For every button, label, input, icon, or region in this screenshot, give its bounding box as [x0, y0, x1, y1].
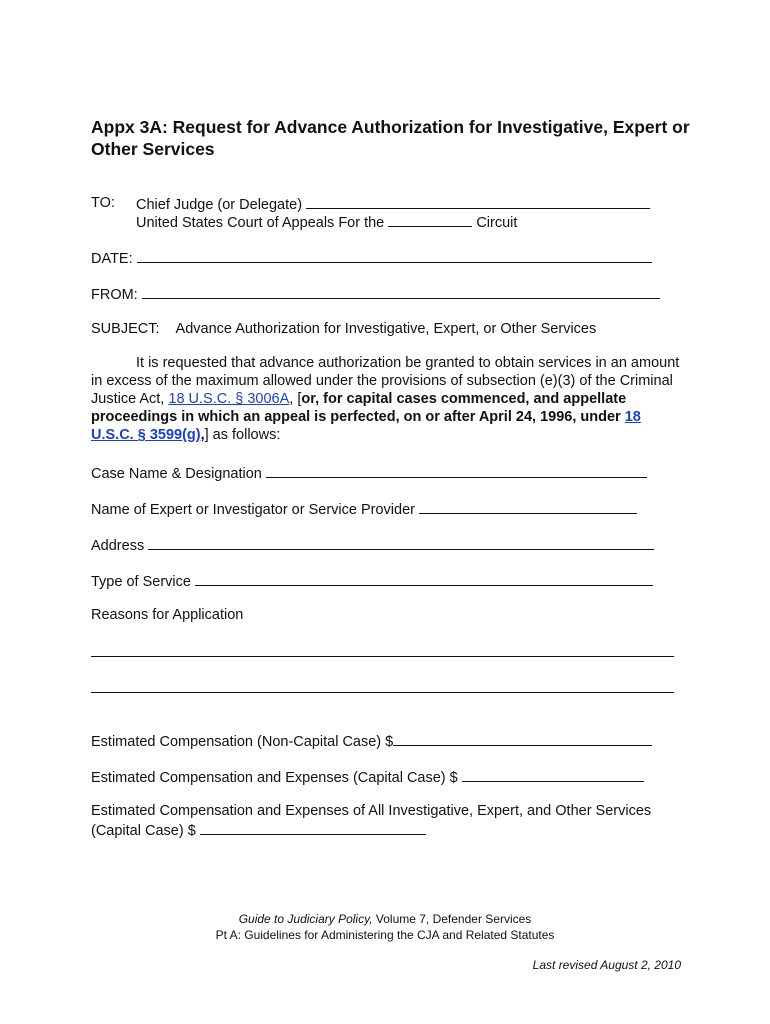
subject-row [91, 320, 596, 338]
circuit-label: Circuit [476, 215, 518, 231]
service-type-blank[interactable] [195, 571, 653, 586]
paragraph-text-3: ] as follows: [204, 427, 281, 443]
from-blank[interactable] [142, 284, 660, 299]
comp-noncapital-label: Estimated Compensation (Non-Capital Case) $ [91, 734, 394, 750]
service-type-row [91, 571, 653, 591]
comp-all-label-2: (Capital Case) $ [91, 823, 196, 839]
comp-all-blank[interactable] [200, 820, 426, 835]
date-blank[interactable] [137, 248, 652, 263]
court-label: United States Court of Appeals For the [136, 215, 385, 231]
guide-volume: Volume 7, Defender Services [372, 912, 532, 926]
guide-title: Guide to Judiciary Policy, [238, 912, 373, 926]
request-paragraph [91, 354, 681, 444]
paragraph-text-1: It is requested that advance authorization be granted to obtain services in an amount in excess of the maximum allowed under the provisions of subsection (e)(3) of the Criminal Justice Act, [91, 355, 680, 407]
comp-all-row-1 [91, 802, 651, 820]
reasons-label: Reasons for Application [91, 607, 244, 623]
chief-judge-label: Chief Judge (or Delegate) [136, 197, 303, 213]
reasons-line-1[interactable] [91, 656, 674, 657]
paragraph-text-2: , [ [289, 391, 302, 407]
comp-all-label-1: Estimated Compensation and Expenses of All Investigative, Expert, and Other Services [91, 803, 652, 819]
date-row [91, 248, 652, 268]
last-revised: Last revised August 2, 2010 [532, 958, 681, 972]
from-row [91, 284, 660, 304]
date-label: DATE: [91, 251, 133, 267]
comp-all-row-2 [91, 820, 426, 840]
circuit-blank[interactable] [388, 212, 472, 227]
subject-text: Advance Authorization for Investigative, Expert, or Other Services [175, 321, 597, 337]
expert-name-blank[interactable] [419, 499, 637, 514]
expert-name-label: Name of Expert or Investigator or Service Provider [91, 502, 415, 518]
comp-capital-blank[interactable] [462, 767, 644, 782]
guide-part: Pt A: Guidelines for Administering the CJA and Related Statutes [215, 928, 555, 942]
case-name-row [91, 463, 647, 483]
citation-link-3599g[interactable]: 18 U.S.C. § 3599(g) [91, 409, 641, 443]
address-row [91, 535, 654, 555]
comp-capital-row [91, 767, 644, 787]
service-type-label: Type of Service [91, 574, 191, 590]
case-name-blank[interactable] [266, 463, 647, 478]
capital-cases-clause: or, for capital cases commenced, and appellate proceedings in which an appeal is perfected, on or after April 24, 1996, under [91, 391, 627, 425]
to-line-2 [136, 212, 517, 232]
case-name-label: Case Name & Designation [91, 466, 262, 482]
expert-name-row [91, 499, 637, 519]
subject-label: SUBJECT: [91, 321, 160, 337]
reasons-line-2[interactable] [91, 692, 674, 693]
footer-line-2 [0, 927, 770, 943]
comp-capital-label: Estimated Compensation and Expenses (Capital Case) $ [91, 770, 458, 786]
citation-link-3006a[interactable]: 18 U.S.C. § 3006A [168, 391, 290, 407]
comp-noncapital-blank[interactable] [393, 731, 652, 746]
footer-line-1 [0, 911, 770, 927]
from-label: FROM: [91, 287, 138, 303]
to-label: TO: [91, 195, 115, 211]
to-line-1 [136, 194, 650, 214]
address-blank[interactable] [148, 535, 654, 550]
chief-judge-blank[interactable] [306, 194, 650, 209]
paragraph-comma: , [200, 427, 205, 443]
comp-noncapital-row [91, 731, 652, 751]
address-label: Address [91, 538, 145, 554]
reasons-row [91, 606, 243, 624]
document-title: Appx 3A: Request for Advance Authorization for Investigative, Expert or Other Services [91, 117, 690, 159]
